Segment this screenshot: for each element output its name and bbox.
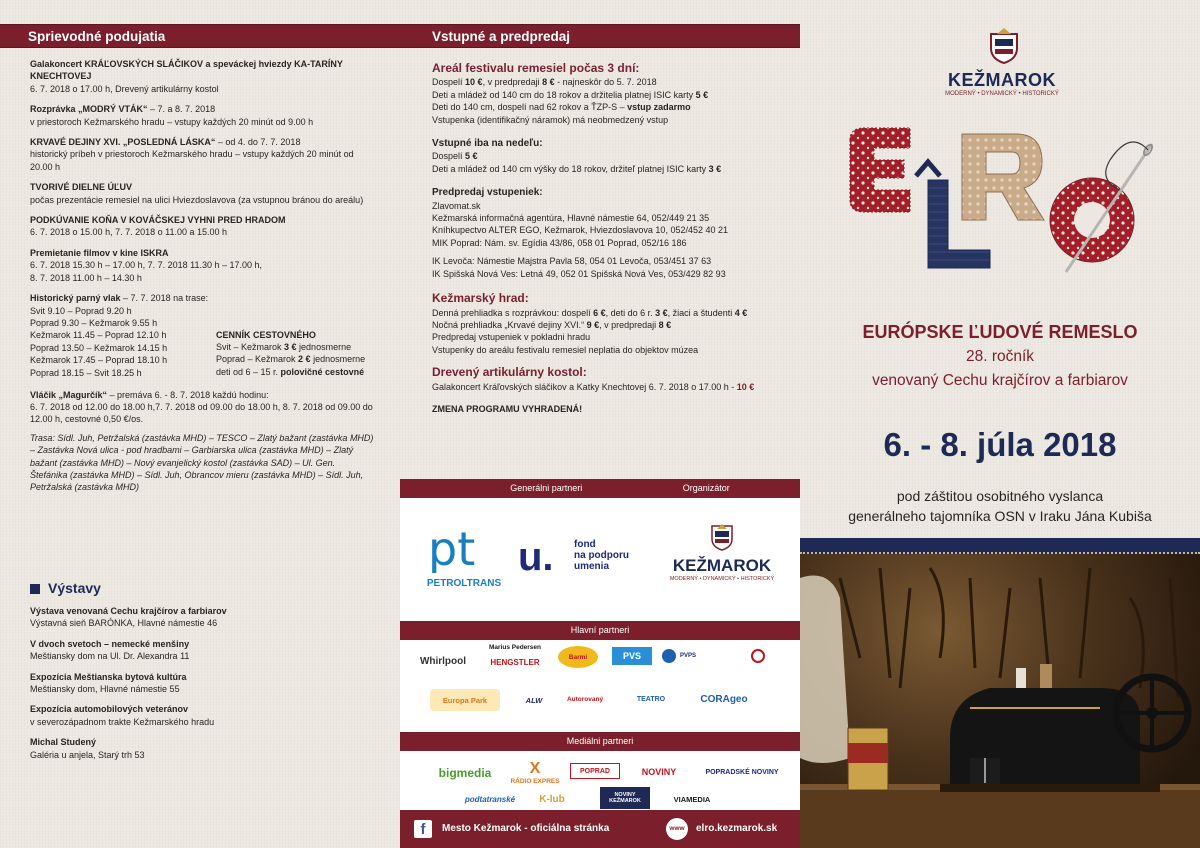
- square-bullet-icon: [30, 584, 40, 594]
- popradske-noviny-logo: POPRADSKÉ NOVINY: [705, 768, 779, 776]
- petroltrans-mark-icon: [414, 525, 514, 573]
- presale-line: Kežmarská informačná agentúra, Hlavné námestie 64, 052/449 21 35: [432, 213, 710, 224]
- teatro-logo: TEATRO: [636, 695, 666, 703]
- exhibition-text: Meštiansky dom, Hlavné námestie 55: [30, 684, 180, 695]
- price-text: Svit – Kežmarok: [216, 341, 285, 352]
- price-text: , v predpredaji: [599, 319, 659, 330]
- vlacik-title: Vláčik „Magurčík“: [30, 389, 108, 400]
- price-text: , žiaci a študenti: [667, 307, 735, 318]
- organizer-label: Organizátor: [682, 483, 730, 493]
- petroltrans-label: PETROLTRANS: [426, 578, 502, 589]
- price-text: Poprad – Kežmarok: [216, 354, 299, 365]
- price-value: polovičné cestovné: [280, 366, 365, 377]
- poprad-logo: POPRAD: [570, 763, 620, 779]
- church-section: [432, 366, 772, 393]
- vlacik-title-tail: – premáva 6. - 8. 7. 2018 každú hodinu:: [107, 389, 269, 400]
- price-value: 8 €: [542, 77, 555, 88]
- price-text: Deti do 140 cm, dospelí nad 62 rokov a ŤZP-S –: [432, 102, 628, 113]
- event-title: PODKÚVANIE KOŇA V KOVÁČSKEJ VYHNI PRED HRADOM: [30, 215, 286, 226]
- train-line: Poprad 13.50 – Kežmarok 14.15 h: [30, 342, 168, 353]
- event-title: Premietanie filmov v kine ISKRA: [30, 247, 169, 258]
- price-value: 4 €: [734, 307, 748, 318]
- areal-section: [432, 62, 772, 126]
- partners-panel: [400, 479, 800, 848]
- pvs-logo: PVS: [612, 647, 652, 665]
- presale-section: [432, 187, 772, 280]
- exhibition-item: [30, 703, 375, 728]
- pvps-mark-icon: [662, 649, 676, 663]
- section-header-events: Sprievodné podujatia: [0, 24, 400, 48]
- partners-bar-general: [400, 479, 800, 498]
- exhibition-item: [30, 605, 375, 630]
- fpu-mark-icon: u.: [518, 535, 554, 579]
- event-text: 6. 7. 2018 15.30 h – 17.00 h, 7. 7. 2018 11.30 h – 17.00 h, 8. 7. 2018 11.00 h – 14.30 h: [30, 260, 263, 283]
- fpu-line: na podporu: [574, 550, 629, 561]
- exhibition-title: Expozícia automobilových veteránov: [30, 704, 189, 715]
- event-title: TVORIVÉ DIELNE ÚĽUV: [30, 182, 133, 193]
- exhibition-item: [30, 671, 375, 696]
- price-title: CENNÍK CESTOVNÉHO: [216, 329, 316, 340]
- hengstler-logo: HENGSTLER: [490, 657, 540, 667]
- price-line: [216, 366, 386, 378]
- event-item: [30, 103, 375, 128]
- presale-line: Kníhkupectvo ALTER EGO, Kežmarok, Hviezdoslavova 10, 052/452 40 21: [432, 225, 728, 236]
- train-line: Kežmarok 11.45 – Poprad 12.10 h: [30, 330, 167, 341]
- price-value: 5 €: [695, 89, 709, 100]
- train-line: Poprad 18.15 – Svit 18.25 h: [30, 367, 142, 378]
- fpu-logo: [518, 537, 648, 587]
- price-value: vstup zadarmo: [627, 102, 691, 113]
- event-item: [30, 214, 375, 239]
- train-line: Kežmarok 17.45 – Poprad 18.10 h: [30, 355, 168, 366]
- price-text: , deti do 6 r.: [605, 307, 656, 318]
- price-line: [432, 150, 772, 162]
- price-text: Dospelí: [432, 77, 466, 88]
- web-globe-icon: www: [666, 818, 688, 840]
- corageo-logo: CORAgeo: [700, 693, 748, 705]
- exhibitions-header-label: Výstavy: [48, 580, 101, 596]
- price-value: 9 €: [586, 319, 600, 330]
- decorative-ribbon: [800, 538, 1200, 554]
- misc-partner-logo: [746, 647, 770, 665]
- footer-bar: [400, 810, 800, 848]
- exhibition-title: Michal Studený: [30, 737, 97, 748]
- castle-note: Vstupenky do areálu festivalu remesiel neplatia do objektov múzea: [432, 344, 699, 355]
- fpu-line: fond: [574, 539, 596, 550]
- event-text: 6. 7. 2018 o 17.00 h, Drevený artikulárny kostol: [30, 83, 219, 94]
- dedication-line: venovaný Cechu krajčírov a farbiarov: [872, 372, 1128, 389]
- event-title-tail: – 7. a 8. 7. 2018: [147, 104, 216, 115]
- presale-line: Zlavomat.sk: [432, 200, 481, 211]
- klub-logo: K-lub: [539, 793, 565, 805]
- train-line: Svit 9.10 – Poprad 9.20 h: [30, 305, 132, 316]
- exhibition-text: Meštiansky dom na Ul. Dr. Alexandra 11: [30, 651, 190, 662]
- event-item: [30, 247, 375, 284]
- petroltrans-logo: [414, 525, 514, 595]
- event-title: KRVAVÉ DEJINY XVI. „POSLEDNÁ LÁSKA“: [30, 137, 216, 148]
- exhibition-item: [30, 638, 375, 663]
- exhibition-title: Expozícia Meštianska bytová kultúra: [30, 671, 187, 682]
- general-partners-label: Generálni partneri: [510, 483, 583, 493]
- vlacik-route: Trasa: Sídl. Juh, Petržalská (zastávka MHD) – TESCO – Zlatý bažant (zastávka MHD) – Zastávka Nová ulica - pod hradbami – Garbiarska ulica (zastávka MHD) – Zlatý bažant (zastávka MHD) – Nový evanjelický kostol (zastávka SAD) – Ul. Gen. Štefánika (zastávka MHD) – Sídl. Juh, Obrancov mieru (zastávka MHD) – Sídl. Juh, Petržalská (zastávka MHD): [30, 432, 374, 493]
- exhibition-text: v severozápadnom trakte Kežmarského hradu: [30, 716, 215, 727]
- pvps-logo: [662, 647, 742, 665]
- price-text: Deti a mládež od 140 cm výšky do 18 rokov, držiteľ platnej ISIC karty: [432, 163, 709, 174]
- price-value: 8 €: [658, 319, 672, 330]
- partners-bar-main: Hlavní partneri: [400, 621, 800, 640]
- events-list: [30, 58, 375, 502]
- price-text: Denná prehliadka s rozprávkou: dospelí: [432, 307, 594, 318]
- kezmarok-label: KEŽMAROK: [672, 556, 772, 575]
- price-note: Vstupenka (identifikačný náramok) má neobmedzený vstup: [432, 114, 669, 125]
- price-line: [432, 307, 772, 319]
- event-item: [30, 136, 375, 173]
- marius-pedersen-logo: Marius Pedersen: [488, 643, 542, 651]
- train-title-tail: – 7. 7. 2018 na trase:: [120, 293, 209, 304]
- radio-expres-logo: [510, 759, 560, 785]
- presale-line: IK Levoča: Námestie Majstra Pavla 58, 054 01 Levoča, 053/451 37 63: [432, 256, 712, 267]
- festival-title: EURÓPSKE ĽUDOVÉ REMESLO: [862, 322, 1138, 342]
- sunday-title: Vstupné iba na nedeľu:: [432, 138, 543, 150]
- podtatranske-logo: podtatranské: [464, 794, 516, 804]
- price-line: [216, 341, 386, 353]
- alw-logo: ALW: [525, 695, 543, 705]
- castle-note: Predpredaj vstupeniek v pokladni hradu: [432, 332, 591, 343]
- patronage-line: pod záštitou osobitného vyslanca: [896, 488, 1104, 504]
- kezmarok-logo-text: KEŽMAROK: [948, 70, 1056, 90]
- exhibitions-header: [30, 580, 101, 596]
- elro-logo: [830, 120, 1170, 280]
- price-line: [432, 319, 772, 331]
- website-link[interactable]: elro.kezmarok.sk: [696, 823, 778, 834]
- price-text: Deti a mládež od 140 cm do 18 rokov a držitelia platnej ISIC karty: [432, 89, 696, 100]
- price-text: deti od 6 – 15 r.: [216, 366, 281, 377]
- train-line: Poprad 9.30 – Kežmarok 9.55 h: [30, 317, 158, 328]
- noviny-logo: NOVINY: [641, 767, 677, 777]
- train-event: [30, 292, 375, 380]
- presale-title: Predpredaj vstupeniek:: [432, 187, 543, 199]
- church-title: Drevený artikulárny kostol:: [432, 365, 587, 380]
- price-text: Dospelí: [432, 151, 466, 162]
- train-title: Historický parný vlak: [30, 293, 121, 304]
- tickets-info: [432, 62, 772, 415]
- event-title: Galakoncert KRÁĽOVSKÝCH SLÁČIKOV a speváckej hviezdy KA-TARÍNY KNECHTOVEJ: [30, 59, 343, 82]
- train-prices: [216, 329, 386, 379]
- price-value: 5 €: [465, 151, 478, 162]
- x-mark-icon: X: [529, 759, 541, 777]
- presale-line: IK Spišská Nová Ves: Letná 49, 052 01 Spišská Nová Ves, 053/429 82 93: [432, 268, 726, 279]
- price-value: 3 €: [708, 163, 722, 174]
- vlacik-event: [30, 389, 375, 494]
- partners-bar-media: Mediálni partneri: [400, 732, 800, 751]
- price-text: Galakoncert Kráľovských sláčikov a Katky Knechtovej 6. 7. 2018 o 17.00 h -: [432, 381, 737, 392]
- event-title-tail: – od 4. do 7. 7. 2018: [215, 137, 301, 148]
- radio-expres-label: RÁDIO EXPRES: [510, 777, 560, 785]
- price-line: [432, 381, 772, 393]
- exhibition-title: V dvoch svetoch – nemecké menšiny: [30, 638, 190, 649]
- price-line: [432, 89, 772, 101]
- price-line: [432, 76, 772, 88]
- event-text: počas prezentácie remesiel na ulici Hviezdoslavova (za vstupnou bránou do areálu): [30, 194, 364, 205]
- facebook-link[interactable]: Mesto Kežmarok - oficiálna stránka: [442, 823, 610, 834]
- sewing-machine-illustration: [800, 538, 1200, 848]
- autorovany-logo: Autorovaný: [566, 695, 604, 703]
- edition-line: 28. ročník: [965, 348, 1035, 365]
- exhibition-item: [30, 736, 375, 761]
- festival-date: 6. - 8. júla 2018: [883, 426, 1117, 463]
- kezmarok-logo-sub: MODERNÝ • DYNAMICKÝ • HISTORICKÝ: [945, 91, 1059, 97]
- castle-title: Kežmarský hrad:: [432, 291, 529, 306]
- price-value: 2 €: [298, 354, 311, 365]
- whirlpool-logo: Whirlpool: [419, 655, 467, 667]
- viamedia-logo: VIAMEDIA: [673, 794, 711, 804]
- price-value: 3 €: [284, 341, 297, 352]
- pvps-label: PVPS: [680, 653, 697, 659]
- patronage-line: generálneho tajomníka OSN v Iraku Jána Kubiša: [848, 508, 1152, 524]
- event-text: historický príbeh v priestoroch Kežmarského hradu – vstupy každých 20 minút od 20.00 h: [30, 149, 354, 172]
- event-item: [30, 181, 375, 206]
- noviny-kezmarok-logo: NOVINY KEŽMAROK: [600, 787, 650, 809]
- areal-title: Areál festivalu remesiel počas 3 dní:: [432, 61, 640, 75]
- price-text: , v predpredaji: [482, 77, 543, 88]
- round-badge-icon: [751, 649, 765, 663]
- facebook-icon[interactable]: f: [414, 820, 432, 838]
- price-text: jednosmerne: [310, 354, 366, 365]
- price-line: [216, 353, 386, 365]
- price-value: 6 €: [593, 307, 606, 318]
- coat-of-arms-icon: [709, 523, 735, 551]
- barmi-logo: Barmi: [558, 646, 598, 668]
- event-item: [30, 58, 375, 95]
- price-text: jednosmerne: [296, 341, 352, 352]
- event-title: Rozprávka „MODRÝ VTÁK“: [30, 104, 148, 115]
- price-value: 10 €: [465, 77, 483, 88]
- program-change-notice: ZMENA PROGRAMU VYHRADENÁ!: [432, 403, 583, 414]
- exhibition-title: Výstava venovaná Cechu krajčírov a farbiarov: [30, 606, 227, 616]
- event-text: v priestoroch Kežmarského hradu – vstupy každých 20 minút od 9.00 h: [30, 116, 314, 127]
- europa-park-logo: Europa Park: [430, 689, 500, 711]
- section-header-tickets: Vstupné a predpredaj: [400, 24, 800, 48]
- exhibition-text: Galéria u anjela, Starý trh 53: [30, 749, 145, 760]
- vlacik-text: 6. 7. 2018 od 12.00 do 18.00 h,7. 7. 2018 od 09.00 do 18.00 h, 8. 7. 2018 od 09.00 do 12.00 h, cestovné 0,50 €/os.: [30, 401, 373, 425]
- price-value: 10 €: [736, 381, 755, 392]
- coat-of-arms-icon: [988, 28, 1020, 64]
- castle-section: [432, 292, 772, 356]
- svg-text:pt: pt: [428, 525, 476, 573]
- bigmedia-logo: bigmedia: [438, 766, 492, 780]
- price-text: - najneskôr do 5. 7. 2018: [554, 77, 657, 88]
- presale-line: MIK Poprad: Nám. sv. Egídia 43/86, 058 01 Poprad, 052/16 186: [432, 237, 687, 248]
- price-value: 3 €: [655, 307, 668, 318]
- sewing-machine-photo: [800, 538, 1200, 848]
- sunday-section: [432, 138, 772, 175]
- price-line: [432, 163, 772, 175]
- price-text: Nočná prehliadka „Krvavé dejiny XVI.“: [432, 319, 587, 330]
- kezmarok-sub: MODERNÝ • DYNAMICKÝ • HISTORICKÝ: [669, 576, 775, 582]
- exhibitions-list: [30, 605, 375, 769]
- fpu-line: umenia: [574, 561, 610, 572]
- price-line: [432, 101, 772, 113]
- fpu-text: [574, 539, 629, 572]
- train-schedule: [30, 305, 375, 381]
- event-text: 6. 7. 2018 o 15.00 h, 7. 7. 2018 o 11.00 a 15.00 h: [30, 227, 227, 238]
- train-times: [30, 305, 210, 379]
- kezmarok-organizer-logo: [662, 523, 782, 603]
- exhibition-text: Výstavná sieň BARÓNKA, Hlavné námestie 46: [30, 618, 218, 629]
